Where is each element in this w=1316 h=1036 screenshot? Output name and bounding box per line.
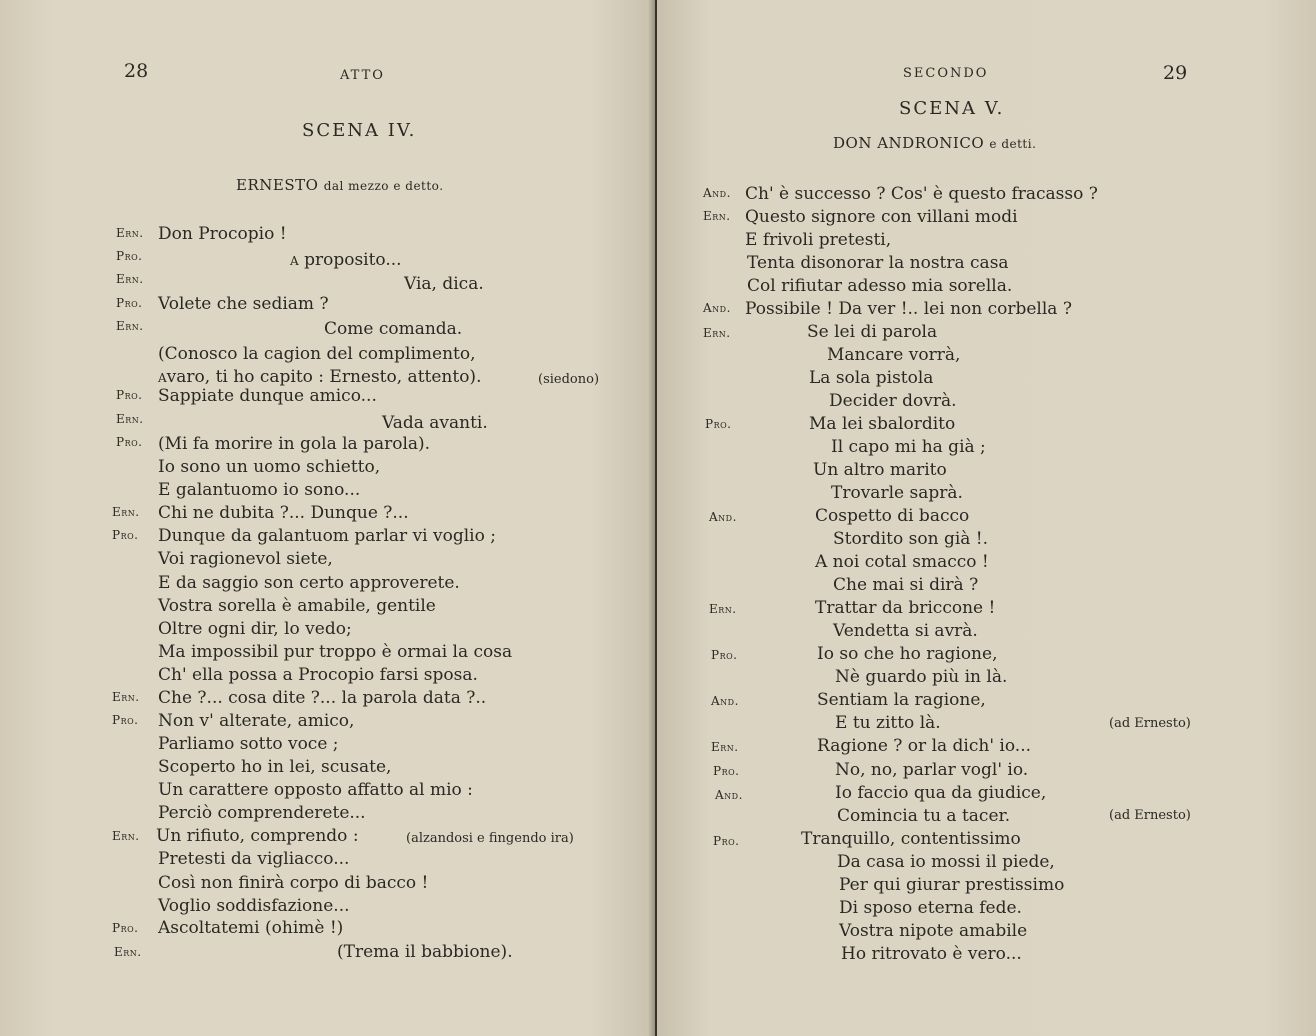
verse-line: Perciò comprenderete... bbox=[158, 803, 366, 823]
verse-line: Un carattere opposto affatto al mio : bbox=[158, 780, 473, 800]
speaker-label: Pro. bbox=[711, 648, 738, 662]
verse-line: Per qui giurar prestissimo bbox=[839, 875, 1065, 895]
small-caps-lead: A bbox=[158, 371, 167, 385]
verse-line: Non v' alterate, amico, bbox=[158, 711, 355, 731]
page-number: 29 bbox=[1163, 62, 1188, 84]
verse-line: Io faccio qua da giudice, bbox=[835, 783, 1047, 803]
verse-line: Ragione ? or la dich' io... bbox=[817, 736, 1032, 756]
small-caps-lead: A bbox=[290, 254, 299, 268]
speaker-label: And. bbox=[709, 510, 737, 524]
verse-line: Che mai si dirà ? bbox=[833, 575, 979, 595]
verse-line: E galantuomo io sono... bbox=[158, 480, 361, 500]
stage-direction: (alzandosi e fingendo ira) bbox=[406, 831, 574, 846]
verse-line: Chi ne dubita ?... Dunque ?... bbox=[158, 503, 409, 523]
scene-title: SCENA IV. bbox=[302, 120, 417, 141]
speaker-label: Ern. bbox=[112, 829, 140, 843]
verse-line: (Trema il babbione). bbox=[337, 942, 513, 962]
stage-direction: (siedono) bbox=[538, 372, 600, 387]
speaker-label: Pro. bbox=[713, 764, 740, 778]
verse-line: Parliamo sotto voce ; bbox=[158, 734, 339, 754]
verse-line: La sola pistola bbox=[809, 368, 934, 388]
verse-line: Io so che ho ragione, bbox=[817, 644, 998, 664]
verse-line: Sappiate dunque amico... bbox=[158, 386, 377, 406]
verse-line: Un rifiuto, comprendo : bbox=[156, 826, 359, 846]
speaker-label: Ern. bbox=[116, 272, 144, 286]
verse-line: Decider dovrà. bbox=[829, 391, 957, 411]
verse-line: Vostra nipote amabile bbox=[839, 921, 1028, 941]
verse-line: Da casa io mossi il piede, bbox=[837, 852, 1055, 872]
verse-line: Nè guardo più in là. bbox=[835, 667, 1008, 687]
speaker-label: Ern. bbox=[112, 505, 140, 519]
speaker-label: And. bbox=[703, 186, 731, 200]
right-page bbox=[657, 0, 1316, 1036]
speaker-label: Pro. bbox=[713, 834, 740, 848]
verse-line: Un altro marito bbox=[813, 460, 947, 480]
verse-line: E frivoli pretesti, bbox=[745, 230, 892, 250]
verse-line: Cospetto di bacco bbox=[815, 506, 970, 526]
verse-line: No, no, parlar vogl' io. bbox=[835, 760, 1029, 780]
characters-line bbox=[833, 134, 1036, 152]
verse-line: Trattar da briccone ! bbox=[815, 598, 996, 618]
verse-line: Don Procopio ! bbox=[158, 224, 287, 244]
speaker-label: Ern. bbox=[709, 602, 737, 616]
verse-line: Via, dica. bbox=[404, 274, 484, 294]
verse-line: Possibile ! Da ver !.. lei non corbella ? bbox=[745, 299, 1072, 319]
speaker-label: Ern. bbox=[711, 740, 739, 754]
verse-line: Il capo mi ha già ; bbox=[831, 437, 986, 457]
speaker-label: Ern. bbox=[116, 226, 144, 240]
verse-line bbox=[158, 367, 481, 387]
verse-line: A noi cotal smacco ! bbox=[815, 552, 989, 572]
verse-line: Tenta disonorar la nostra casa bbox=[747, 253, 1009, 273]
verse-line: Pretesti da vigliacco... bbox=[158, 849, 350, 869]
verse-line: Scoperto ho in lei, scusate, bbox=[158, 757, 392, 777]
speaker-label: Pro. bbox=[705, 417, 732, 431]
verse-line: Ho ritrovato è vero... bbox=[841, 944, 1022, 964]
verse-line: Mancare vorrà, bbox=[827, 345, 961, 365]
verse-line: Come comanda. bbox=[324, 319, 463, 339]
speaker-label: Pro. bbox=[112, 713, 139, 727]
character-name: ERNESTO bbox=[236, 176, 319, 194]
running-head: ATTO bbox=[340, 68, 385, 83]
verse-line: Vendetta si avrà. bbox=[833, 621, 978, 641]
stage-direction: (ad Ernesto) bbox=[1109, 716, 1191, 731]
speaker-label: Ern. bbox=[116, 412, 144, 426]
verse-line: E tu zitto là. bbox=[835, 713, 941, 733]
speaker-label: Ern. bbox=[112, 690, 140, 704]
verse-line: Questo signore con villani modi bbox=[745, 207, 1018, 227]
verse-line: Così non finirà corpo di bacco ! bbox=[158, 873, 429, 893]
running-head: SECONDO bbox=[903, 66, 989, 81]
verse-line: Voglio soddisfazione... bbox=[158, 896, 350, 916]
verse-line: (Mi fa morire in gola la parola). bbox=[158, 434, 431, 454]
verse-line: Tranquillo, contentissimo bbox=[801, 829, 1021, 849]
verse-line: Ma impossibil pur troppo è ormai la cosa bbox=[158, 642, 513, 662]
speaker-label: Pro. bbox=[112, 921, 139, 935]
page-number: 28 bbox=[124, 60, 149, 82]
verse-line: Vada avanti. bbox=[382, 413, 488, 433]
scene-title: SCENA V. bbox=[899, 98, 1005, 119]
verse-line: Oltre ogni dir, lo vedo; bbox=[158, 619, 352, 639]
verse-line: Se lei di parola bbox=[807, 322, 938, 342]
speaker-label: Pro. bbox=[116, 296, 143, 310]
character-name: DON ANDRONICO bbox=[833, 134, 985, 152]
verse-line: Io sono un uomo schietto, bbox=[158, 457, 381, 477]
characters-line bbox=[236, 176, 444, 194]
verse-line: Ma lei sbalordito bbox=[809, 414, 956, 434]
verse-text: proposito... bbox=[304, 250, 402, 270]
verse-text: varo, ti ho capito : Ernesto, attento). bbox=[166, 367, 482, 387]
verse-line: Ch' è successo ? Cos' è questo fracasso ? bbox=[745, 184, 1098, 204]
verse-line: Sentiam la ragione, bbox=[817, 690, 986, 710]
verse-line: Ascoltatemi (ohimè !) bbox=[158, 918, 344, 938]
verse-line: Che ?... cosa dite ?... la parola data ?.. bbox=[158, 688, 487, 708]
speaker-label: And. bbox=[703, 301, 731, 315]
verse-line: E da saggio son certo approverete. bbox=[158, 573, 460, 593]
verse-line: Di sposo eterna fede. bbox=[839, 898, 1022, 918]
speaker-label: Ern. bbox=[703, 326, 731, 340]
speaker-label: And. bbox=[711, 694, 739, 708]
speaker-label: Ern. bbox=[116, 319, 144, 333]
speaker-label: Pro. bbox=[116, 249, 143, 263]
verse-line bbox=[290, 250, 402, 270]
verse-line: Dunque da galantuom parlar vi voglio ; bbox=[158, 526, 496, 546]
speaker-label: Ern. bbox=[703, 209, 731, 223]
character-note: e detti. bbox=[989, 137, 1037, 151]
verse-line: Volete che sediam ? bbox=[158, 294, 329, 314]
verse-line: Trovarle saprà. bbox=[831, 483, 963, 503]
speaker-label: And. bbox=[715, 788, 743, 802]
verse-line: Comincia tu a tacer. bbox=[837, 806, 1011, 826]
speaker-label: Pro. bbox=[112, 528, 139, 542]
verse-line: Col rifiutar adesso mia sorella. bbox=[747, 276, 1013, 296]
stage-direction: (ad Ernesto) bbox=[1109, 808, 1191, 823]
verse-line: Ch' ella possa a Procopio farsi sposa. bbox=[158, 665, 478, 685]
speaker-label: Pro. bbox=[116, 388, 143, 402]
verse-line: Stordito son già !. bbox=[833, 529, 989, 549]
speaker-label: Pro. bbox=[116, 435, 143, 449]
verse-line: (Conosco la cagion del complimento, bbox=[158, 344, 476, 364]
left-page bbox=[0, 0, 655, 1036]
verse-line: Voi ragionevol siete, bbox=[158, 549, 333, 569]
verse-line: Vostra sorella è amabile, gentile bbox=[158, 596, 436, 616]
speaker-label: Ern. bbox=[114, 945, 142, 959]
character-note: dal mezzo e detto. bbox=[323, 179, 444, 193]
